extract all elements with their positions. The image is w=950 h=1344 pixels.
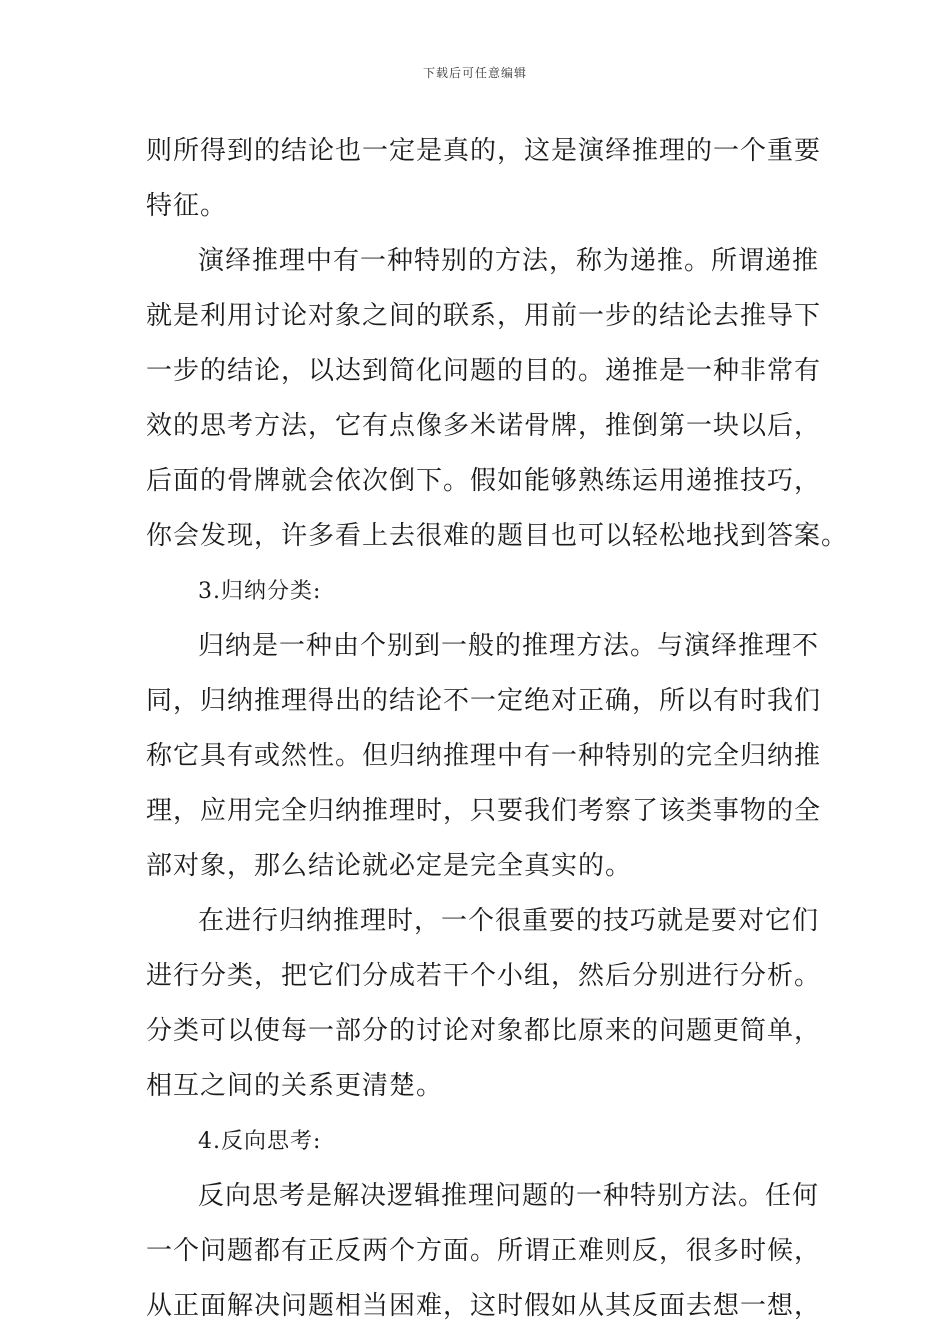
text-line: 你会发现，许多看上去很难的题目也可以轻松地找到答案。 [146, 521, 849, 551]
text-line: 部对象，那么结论就必定是完全真实的。 [146, 851, 633, 881]
page-header-note: 下载后可任意编辑 [422, 66, 527, 80]
text-line: 称它具有或然性。但归纳推理中有一种特别的完全归纳推 [146, 741, 822, 771]
text-line: 进行分类，把它们分成若干个小组，然后分别进行分析。 [146, 961, 822, 991]
text-line: 特征。 [146, 191, 228, 221]
paragraph-start: 归纳是一种由个别到一般的推理方法。与演绎推理不 [198, 631, 820, 661]
section-heading-3: 3.归纳分类: [198, 579, 322, 604]
text-line: 相互之间的关系更清楚。 [146, 1071, 444, 1101]
text-line: 一步的结论，以达到简化问题的目的。递推是一种非常有 [146, 356, 822, 386]
text-line: 同，归纳推理得出的结论不一定绝对正确，所以有时我们 [146, 686, 822, 716]
text-line: 分类可以使每一部分的讨论对象都比原来的问题更简单， [146, 1016, 822, 1046]
text-line: 则所得到的结论也一定是真的，这是演绎推理的一个重要 [146, 136, 822, 166]
text-line: 理，应用完全归纳推理时，只要我们考察了该类事物的全 [146, 796, 822, 826]
paragraph-start: 反向思考是解决逻辑推理问题的一种特别方法。任何 [198, 1181, 820, 1211]
section-heading-4: 4.反向思考: [198, 1129, 322, 1154]
text-line: 就是利用讨论对象之间的联系，用前一步的结论去推导下 [146, 301, 822, 331]
paragraph-start: 演绎推理中有一种特别的方法，称为递推。所谓递推 [198, 246, 820, 276]
text-line: 后面的骨牌就会依次倒下。假如能够熟练运用递推技巧， [146, 466, 822, 496]
document-body [146, 124, 849, 1334]
paragraph-start: 在进行归纳推理时，一个很重要的技巧就是要对它们 [198, 906, 820, 936]
text-line: 一个问题都有正反两个方面。所谓正难则反，很多时候， [146, 1236, 822, 1266]
text-line: 从正面解决问题相当困难，这时假如从其反面去想一想， [146, 1291, 822, 1321]
text-line: 效的思考方法，它有点像多米诺骨牌，推倒第一块以后， [146, 411, 822, 441]
